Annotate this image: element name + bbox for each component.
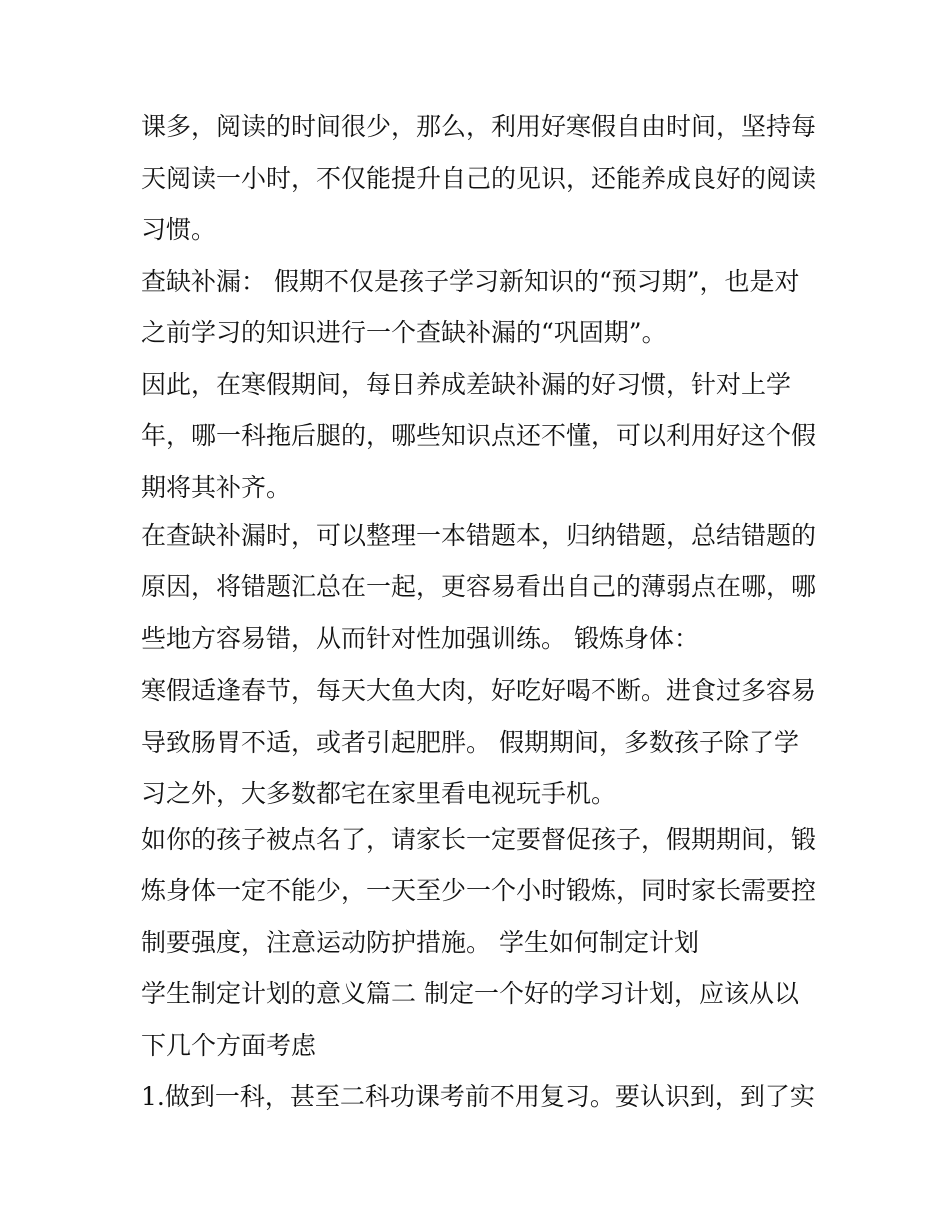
text-line: 在查缺补漏时，可以整理一本错题本，归纳错题，总结错题的	[141, 521, 817, 550]
text-line: 制要强度，注意运动防护措施。 学生如何制定计划	[141, 928, 699, 957]
text-line: 学生制定计划的意义篇二 制定一个好的学习计划，应该从以	[141, 979, 799, 1008]
text-line: 习惯。	[141, 215, 217, 244]
text-line: 习之外，大多数都宅在家里看电视玩手机。	[141, 779, 617, 808]
text-line: 下几个方面考虑	[141, 1031, 317, 1060]
text-line: 天阅读一小时，不仅能提升自己的见识，还能养成良好的阅读	[141, 164, 817, 193]
text-line: 查缺补漏： 假期不仅是孩子学习新知识的“预习期”，也是对	[141, 267, 800, 296]
text-line: 之前学习的知识进行一个查缺补漏的“巩固期”。	[141, 318, 667, 347]
text-line: 原因，将错题汇总在一起，更容易看出自己的薄弱点在哪，哪	[141, 572, 817, 601]
text-line: 因此，在寒假期间，每日养成差缺补漏的好习惯，针对上学	[141, 370, 792, 399]
text-line: 期将其补齐。	[141, 473, 292, 502]
text-line: 些地方容易错，从而针对性加强训练。 锻炼身体：	[141, 624, 699, 653]
text-line: 课多，阅读的时间很少，那么，利用好寒假自由时间，坚持每	[141, 112, 817, 141]
text-line: 炼身体一定不能少，一天至少一个小时锻炼，同时家长需要控	[141, 876, 817, 905]
text-line: 1.做到一科，甚至二科功课考前不用复习。要认识到，到了实	[141, 1082, 815, 1111]
text-line: 年，哪一科拖后腿的，哪些知识点还不懂，可以利用好这个假	[141, 421, 817, 450]
text-line: 导致肠胃不适，或者引起肥胖。 假期期间，多数孩子除了学	[141, 728, 799, 757]
text-line: 如你的孩子被点名了，请家长一定要督促孩子，假期期间，锻	[141, 825, 817, 854]
text-line: 寒假适逢春节，每天大鱼大肉，好吃好喝不断。进食过多容易	[141, 676, 817, 705]
